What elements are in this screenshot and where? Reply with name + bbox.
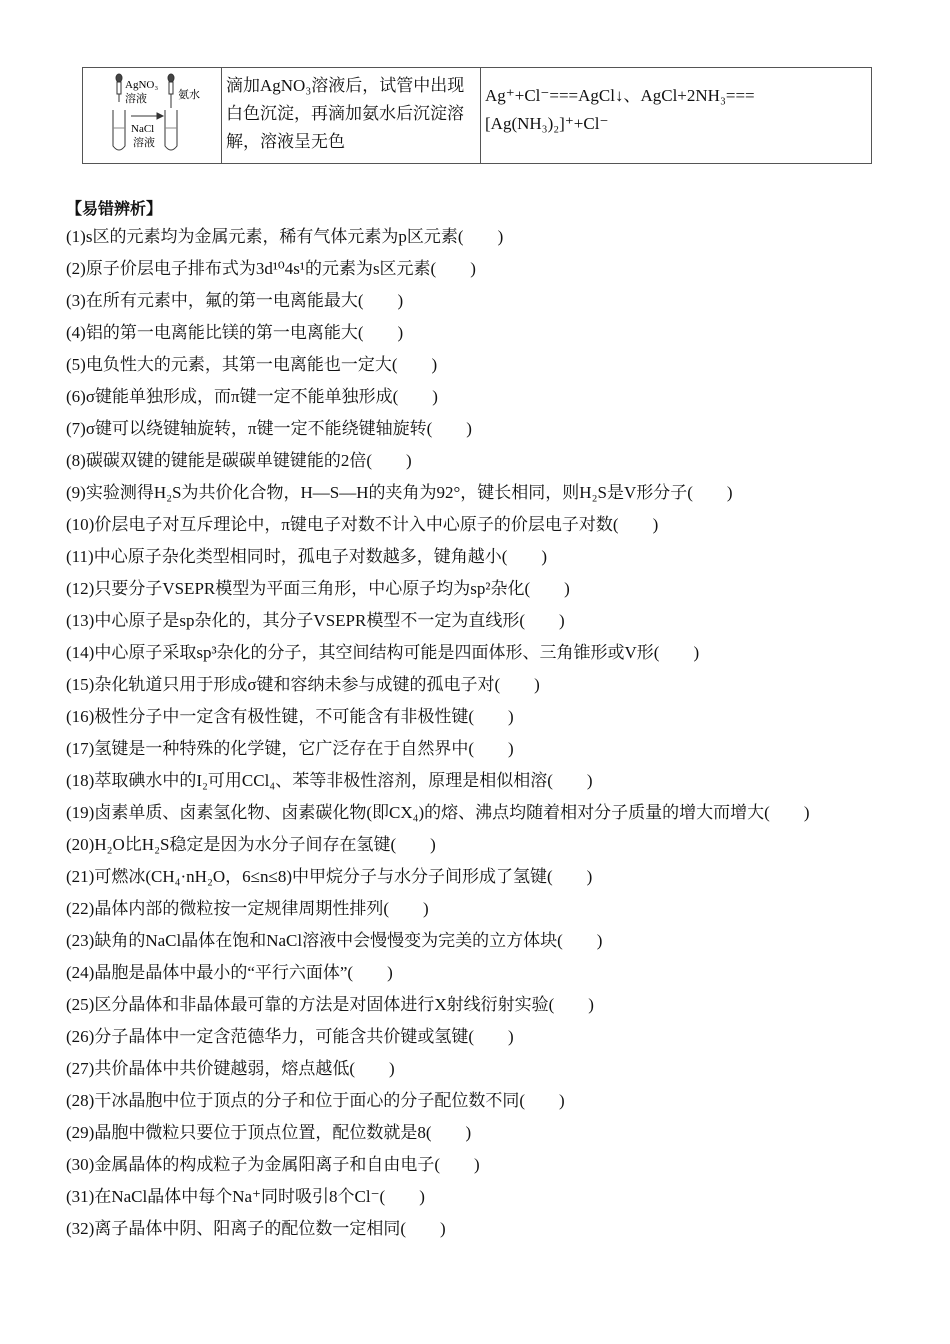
list-item: (9)实验测得H₂S为共价化合物，H—S—H的夹角为92°，键长相同，则H₂S是V形分子( ): [66, 483, 733, 502]
experiment-table: [82, 67, 872, 164]
test-tube-left-icon: [113, 110, 125, 150]
table-row: [83, 68, 872, 164]
list-item: (2)原子价层电子排布式为3d¹⁰4s¹的元素为s区元素( ): [66, 259, 476, 278]
list-item: (5)电负性大的元素，其第一电离能也一定大( ): [66, 355, 438, 374]
list-item: (23)缺角的NaCl晶体在饱和NaCl溶液中会慢慢变为完美的立方体块( ): [66, 931, 603, 950]
list-item: (12)只要分子VSEPR模型为平面三角形，中心原子均为sp²杂化( ): [66, 579, 570, 598]
list-item: (15)杂化轨道只用于形成σ键和容纳未参与成键的孤电子对( ): [66, 675, 540, 694]
list-item: (14)中心原子采取sp³杂化的分子，其空间结构可能是四面体形、三角锥形或V形( ): [66, 643, 700, 662]
list-item: (30)金属晶体的构成粒子为金属阳离子和自由电子( ): [66, 1155, 480, 1174]
list-item: (21)可燃冰(CH₄·nH₂O，6≤n≤8)中甲烷分子与水分子间形成了氢键( ): [66, 867, 593, 886]
list-item: (8)碳碳双键的键能是碳碳单键键能的2倍( ): [66, 451, 412, 470]
reaction-equation: Ag⁺+Cl⁻===AgCl↓、AgCl+2NH₃===[Ag(NH₃)₂]⁺+Cl⁻: [485, 86, 755, 133]
list-item: (31)在NaCl晶体中每个Na⁺同时吸引8个Cl⁻( ): [66, 1187, 425, 1206]
reagent-top-label: AgNO₃: [125, 79, 159, 91]
list-item: (32)离子晶体中阴、阳离子的配位数一定相同( ): [66, 1219, 446, 1238]
experiment-description-cell: [222, 68, 481, 164]
list-item: (24)晶胞是晶体中最小的“平行六面体”( ): [66, 963, 393, 982]
list-item: (11)中心原子杂化类型相同时，孤电子对数越多，键角越小( ): [66, 547, 548, 566]
list-item: (17)氢键是一种特殊的化学键，它广泛存在于自然界中( ): [66, 739, 514, 758]
test-tube-diagram: [83, 68, 221, 154]
list-item: (6)σ键能单独形成，而π键一定不能单独形成( ): [66, 387, 438, 406]
list-item: (27)共价晶体中共价键越弱，熔点越低( ): [66, 1059, 395, 1078]
test-tube-right-icon: [165, 110, 177, 150]
dropper-left-icon: [116, 74, 122, 102]
section-title: 【易错辨析】: [66, 201, 163, 218]
reagent-right-label: 氨水: [178, 89, 200, 101]
list-item: (19)卤素单质、卤素氢化物、卤素碳化物(即CX₄)的熔、沸点均随着相对分子质量的增大而增大( ): [66, 803, 810, 822]
list-item: (1)s区的元素均为金属元素，稀有气体元素为p区元素( ): [66, 227, 504, 246]
reagent-top-sub-label: 溶液: [125, 93, 147, 105]
list-item: (26)分子晶体中一定含范德华力，可能含共价键或氢键( ): [66, 1027, 514, 1046]
list-item: (29)晶胞中微粒只要位于顶点位置，配位数就是8( ): [66, 1123, 472, 1142]
list-item: (22)晶体内部的微粒按一定规律周期性排列( ): [66, 899, 429, 918]
tube-label: NaCl: [131, 123, 155, 135]
list-item: (20)H₂O比H₂S稳定是因为水分子间存在氢键( ): [66, 835, 436, 854]
list-item: (7)σ键可以绕键轴旋转，π键一定不能绕键轴旋转( ): [66, 419, 472, 438]
experiment-description: 滴加AgNO₃溶液后，试管中出现白色沉淀，再滴加氨水后沉淀溶解，溶液呈无色: [226, 76, 465, 151]
list-item: (4)铝的第一电离能比镁的第一电离能大( ): [66, 323, 404, 342]
list-item: (28)干冰晶胞中位于顶点的分子和位于面心的分子配位数不同( ): [66, 1091, 565, 1110]
list-item: (10)价层电子对互斥理论中，π键电子对数不计入中心原子的价层电子对数( ): [66, 515, 659, 534]
list-item: (13)中心原子是sp杂化的，其分子VSEPR模型不一定为直线形( ): [66, 611, 565, 630]
experiment-figure-cell: [83, 68, 222, 164]
tube-sub-label: 溶液: [133, 137, 155, 149]
list-item: (3)在所有元素中，氟的第一电离能最大( ): [66, 291, 404, 310]
experiment-equation-cell: [481, 68, 872, 164]
list-item: (16)极性分子中一定含有极性键，不可能含有非极性键( ): [66, 707, 514, 726]
list-item: (18)萃取碘水中的I₂可用CCl₄、苯等非极性溶剂，原理是相似相溶( ): [66, 771, 593, 790]
list-item: (25)区分晶体和非晶体最可靠的方法是对固体进行X射线衍射实验( ): [66, 995, 594, 1014]
dropper-right-icon: [168, 74, 174, 108]
arrow-right-icon: [131, 113, 163, 119]
true-false-list: [66, 222, 810, 1246]
